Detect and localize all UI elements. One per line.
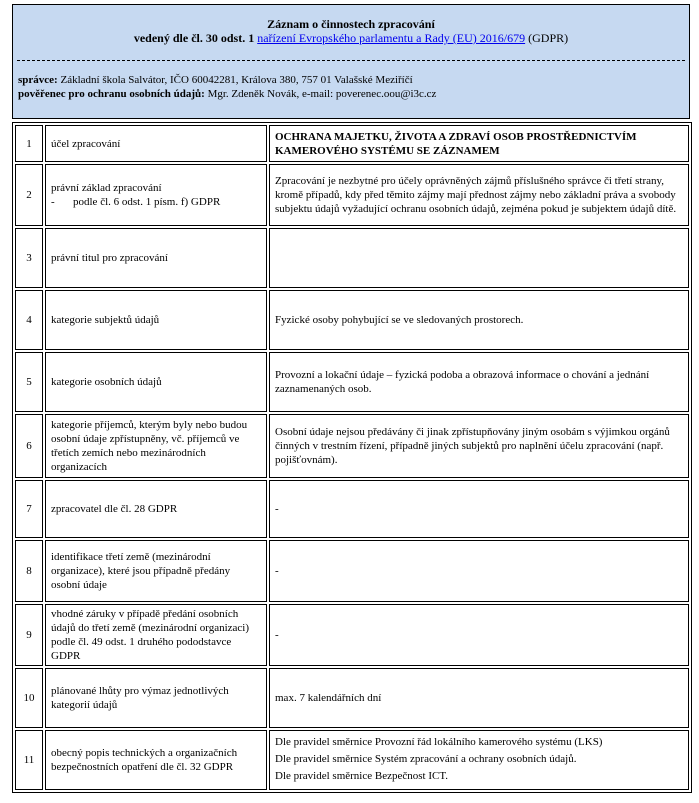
row-number: 11 [15, 730, 43, 790]
dpo-label: pověřenec pro ochranu osobních údajů: [18, 88, 205, 100]
row-label: kategorie příjemců, kterým byly nebo budou osobní údaje zpřístupněny, vč. příjemců ve třetích zemích nebo mezinárodních organizacích [45, 414, 267, 478]
table-row [15, 125, 689, 162]
legal-basis-sublabel: podle čl. 6 odst. 1 písm. f) GDPR [73, 196, 221, 208]
list-dash: - [51, 196, 55, 208]
dpo-value: Mgr. Zdeněk Novák, e-mail: poverenec.oou@i3c.cz [207, 88, 437, 100]
header-divider [17, 60, 685, 61]
record-header [12, 4, 690, 119]
table-row [15, 290, 689, 350]
row-value-cell [269, 730, 689, 790]
row-label: identifikace třetí země (mezinárodní organizace), které jsou případně předány osobní údaje [45, 540, 267, 602]
row-label: kategorie subjektů údajů [45, 290, 267, 350]
controller-value: Základní škola Salvátor, IČO 60042281, Králova 380, 757 01 Valašské Meziříčí [60, 74, 413, 86]
row-number: 6 [15, 414, 43, 478]
row-number: 9 [15, 604, 43, 666]
table-row [15, 480, 689, 538]
row-label-cell [45, 164, 267, 226]
row-value: - [269, 604, 689, 666]
purpose-value: OCHRANA MAJETKU, ŽIVOTA A ZDRAVÍ OSOB PROSTŘEDNICTVÍM KAMEROVÉHO SYSTÉMU SE ZÁZNAMEM [269, 125, 689, 162]
dpo-line [18, 87, 689, 101]
row-label: právní titul pro zpracování [45, 228, 267, 288]
row-number: 1 [15, 125, 43, 162]
row-value: max. 7 kalendářních dní [269, 668, 689, 728]
row-value: - [269, 540, 689, 602]
table-row [15, 352, 689, 412]
record-title: Záznam o činnostech zpracování [267, 17, 435, 31]
row-value: Osobní údaje nejsou předávány či jinak zpřístupňovány jiným osobám s výjimkou orgánů činných v trestním řízení, případně jiných subjektů pro naplnění účelu zpracování (např. pojišťovnám). [269, 414, 689, 478]
row-number: 3 [15, 228, 43, 288]
row-label: obecný popis technických a organizačních bezpečnostních opatření dle čl. 32 GDPR [45, 730, 267, 790]
controller-label: správce: [18, 74, 58, 86]
table-row [15, 164, 689, 226]
row-label: právní základ zpracování [51, 182, 162, 194]
row-label: zpracovatel dle čl. 28 GDPR [45, 480, 267, 538]
row-number: 10 [15, 668, 43, 728]
measure-line: Dle pravidel směrnice Provozní řád lokálního kamerového systému (LKS) [275, 735, 603, 748]
row-label: kategorie osobních údajů [45, 352, 267, 412]
table-row [15, 730, 689, 790]
row-label: účel zpracování [45, 125, 267, 162]
row-value: Fyzické osoby pohybující se ve sledovaných prostorech. [269, 290, 689, 350]
row-value: - [269, 480, 689, 538]
measure-line: Dle pravidel směrnice Systém zpracování a ochrany osobních údajů. [275, 752, 577, 765]
measure-line: Dle pravidel směrnice Bezpečnost ICT. [275, 769, 448, 782]
record-subtitle [13, 31, 689, 45]
processing-record-table [12, 122, 692, 793]
table-row [15, 668, 689, 728]
row-label: vhodné záruky v případě předání osobních údajů do třetí země (mezinárodní organizaci) podle čl. 49 odst. 1 druhého pododstavce GDPR [45, 604, 267, 666]
row-number: 5 [15, 352, 43, 412]
gdpr-regulation-link[interactable]: nařízení Evropského parlamentu a Rady (EU) 2016/679 [257, 31, 526, 45]
row-number: 8 [15, 540, 43, 602]
row-number: 4 [15, 290, 43, 350]
table-row [15, 540, 689, 602]
subtitle-prefix: vedený dle čl. 30 odst. 1 [133, 31, 255, 45]
table-row [15, 604, 689, 666]
row-value [269, 228, 689, 288]
legal-basis-item [51, 195, 261, 209]
table-row [15, 228, 689, 288]
subtitle-suffix: (GDPR) [528, 31, 569, 45]
row-label: plánované lhůty pro výmaz jednotlivých kategorií údajů [45, 668, 267, 728]
row-number: 2 [15, 164, 43, 226]
table-row [15, 414, 689, 478]
controller-line [18, 73, 689, 87]
row-value: Zpracování je nezbytné pro účely oprávněných zájmů příslušného správce či třetí strany, kromě případů, kdy před těmito zájmy mají přednost zájmy nebo základní práva a svobody subjektu údajů vyžadující ochranu osobních údajů, zejména pokud je subjektem údajů dítě. [269, 164, 689, 226]
administrator-info [13, 73, 689, 101]
row-number: 7 [15, 480, 43, 538]
row-value: Provozní a lokační údaje – fyzická podoba a obrazová informace o chování a jednání zaznamenaných osob. [269, 352, 689, 412]
